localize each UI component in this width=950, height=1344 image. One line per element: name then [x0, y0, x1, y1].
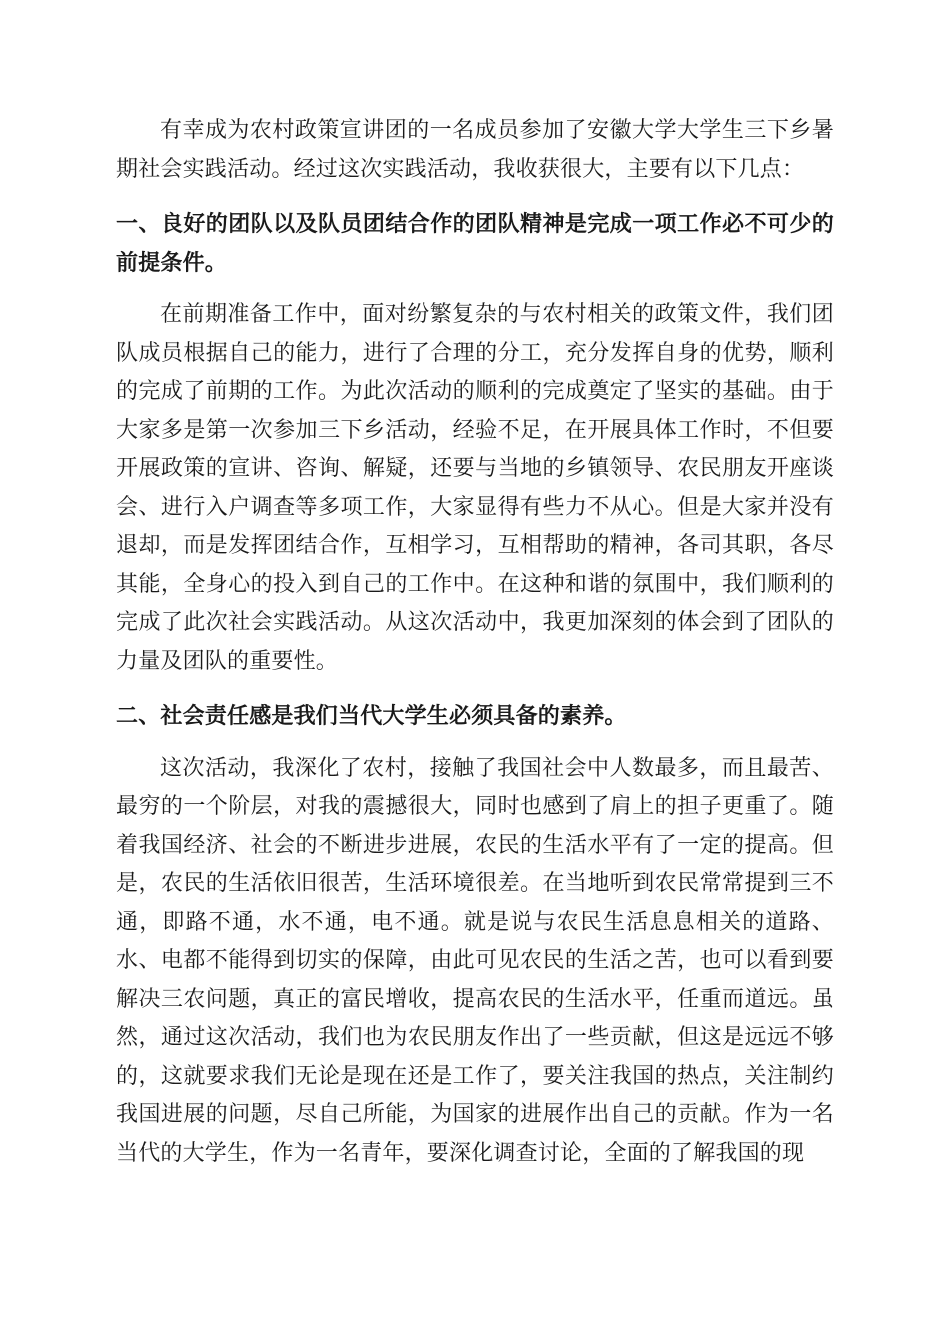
section-1-paragraph: 在前期准备工作中，面对纷繁复杂的与农村相关的政策文件，我们团队成员根据自己的能力，进行了合理的分工，充分发挥自身的优势，顺利的完成了前期的工作。为此次活动的顺利的完成奠定了坚实的基础。由于大家多是第一次参加三下乡活动，经验不足，在开展具体工作时，不但要开展政策的宣讲、咨询、解疑，还要与当地的乡镇领导、农民朋友开座谈会、进行入户调查等多项工作，大家显得有些力不从心。但是大家并没有退却，而是发挥团结合作，互相学习，互相帮助的精神，各司其职，各尽其能，全身心的投入到自己的工作中。在这种和谐的氛围中，我们顺利的完成了此次社会实践活动。从这次活动中，我更加深刻的体会到了团队的力量及团队的重要性。	[116, 302, 834, 674]
section-2-paragraph: 这次活动，我深化了农村，接触了我国社会中人数最多，而且最苦、最穷的一个阶层，对我的震撼很大，同时也感到了肩上的担子更重了。随着我国经济、社会的不断进步进展，农民的生活水平有了一定的提高。但是，农民的生活依旧很苦，生活环境很差。在当地听到农民常常提到三不通，即路不通，水不通，电不通。就是说与农民生活息息相关的道路、水、电都不能得到切实的保障，由此可见农民的生活之苦，也可以看到要解决三农问题，真正的富民增收，提高农民的生活水平，任重而道远。虽然，通过这次活动，我们也为农民朋友作出了一些贡献，但这是远远不够的，这就要求我们无论是现在还是工作了，要关注我国的热点，关注制约我国进展的问题，尽自己所能，为国家的进展作出自己的贡献。作为一名当代的大学生，作为一名青年，要深化调查讨论，全面的了解我国的现	[116, 755, 834, 1166]
section-2-heading: 二、社会责任感是我们当代大学生必须具备的素养。	[116, 703, 627, 729]
section-1-heading: 一、良好的团队以及队员团结合作的团队精神是完成一项工作必不可少的前提条件。	[116, 211, 834, 276]
document-page	[116, 112, 834, 1173]
intro-paragraph: 有幸成为农村政策宣讲团的一名成员参加了安徽大学大学生三下乡暑期社会实践活动。经过这次实践活动，我收获很大，主要有以下几点：	[116, 118, 834, 182]
